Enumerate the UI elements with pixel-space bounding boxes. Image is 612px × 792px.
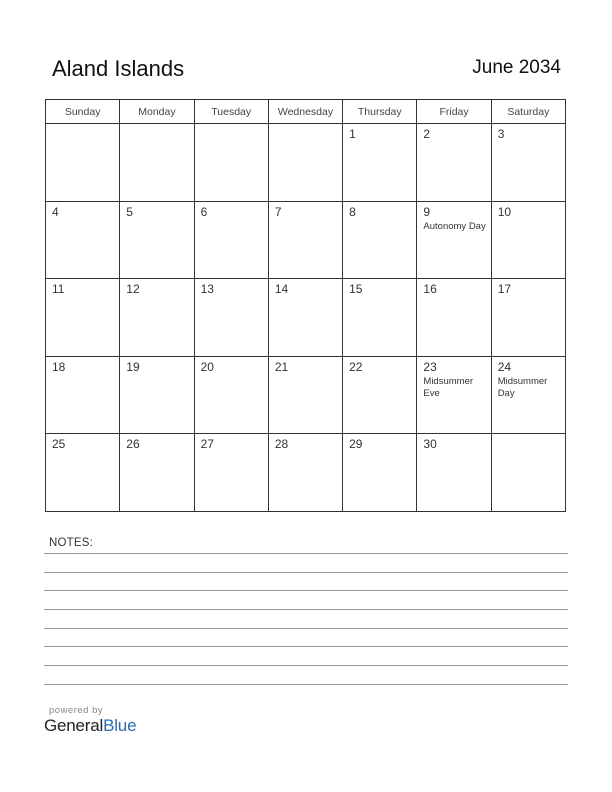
day-cell	[194, 356, 268, 434]
day-cell	[491, 124, 565, 202]
note-line	[44, 572, 568, 573]
day-number: 7	[274, 204, 282, 219]
day-cell	[417, 356, 491, 434]
week-row	[46, 279, 566, 357]
day-number: 6	[200, 204, 208, 219]
day-number: 28	[274, 437, 289, 452]
note-line	[44, 684, 568, 685]
day-number: 18	[52, 359, 66, 374]
day-cell	[120, 201, 194, 279]
day-number: 14	[274, 282, 289, 297]
day-number: 23	[423, 359, 437, 374]
day-number: 25	[52, 437, 66, 452]
day-number: 24	[497, 359, 512, 374]
note-line	[44, 553, 568, 554]
day-number: 4	[52, 204, 59, 219]
day-cell	[46, 356, 120, 434]
day-cell	[268, 434, 342, 512]
day-cell	[343, 356, 417, 434]
day-cell	[268, 124, 342, 202]
day-number: 22	[349, 359, 363, 374]
day-cell	[194, 201, 268, 279]
note-line	[44, 646, 568, 647]
note-line	[44, 590, 568, 591]
weekday-header: Wednesday	[268, 100, 342, 124]
day-cell	[268, 201, 342, 279]
day-cell	[268, 356, 342, 434]
weekday-header: Friday	[417, 100, 491, 124]
day-number: 19	[126, 359, 140, 374]
day-cell	[343, 279, 417, 357]
day-cell	[491, 279, 565, 357]
day-cell	[46, 434, 120, 512]
day-number: 29	[349, 437, 363, 452]
day-cell	[194, 434, 268, 512]
day-cell	[268, 279, 342, 357]
holiday-label: Midsummer Day	[497, 375, 548, 399]
logo-text-blue: Blue	[103, 716, 137, 735]
calendar-month-title: June 2034	[472, 57, 561, 78]
day-cell	[491, 356, 565, 434]
day-number: 21	[274, 359, 289, 374]
day-cell	[120, 356, 194, 434]
note-line	[44, 628, 568, 629]
day-number: 3	[497, 127, 505, 141]
week-row	[46, 356, 566, 434]
weekday-header: Thursday	[343, 100, 417, 124]
generalblue-logo	[44, 716, 136, 736]
day-number: 8	[349, 204, 356, 219]
day-cell	[343, 434, 417, 512]
day-number: 12	[126, 282, 140, 297]
day-number: 2	[423, 127, 431, 141]
week-row	[46, 124, 566, 202]
day-number: 9	[423, 204, 431, 219]
day-cell	[120, 279, 194, 357]
day-number: 5	[126, 204, 133, 219]
day-number: 10	[497, 204, 512, 219]
day-number: 17	[497, 282, 512, 297]
day-cell	[417, 279, 491, 357]
day-cell	[417, 201, 491, 279]
note-line	[44, 665, 568, 666]
weekday-header-row	[46, 100, 566, 124]
week-row	[46, 434, 566, 512]
day-number: 13	[200, 282, 214, 297]
day-number: 11	[52, 282, 65, 297]
day-cell	[343, 124, 417, 202]
powered-by-text: powered by	[49, 705, 104, 716]
holiday-label: Autonomy Day	[423, 220, 486, 232]
day-cell	[46, 124, 120, 202]
day-cell	[417, 434, 491, 512]
day-cell	[417, 124, 491, 202]
note-line	[44, 609, 568, 610]
weekday-header: Monday	[120, 100, 194, 124]
day-cell	[46, 201, 120, 279]
day-number: 16	[423, 282, 437, 297]
day-cell	[491, 201, 565, 279]
weekday-header: Tuesday	[194, 100, 268, 124]
calendar-country-title: Aland Islands	[52, 56, 185, 81]
day-cell	[120, 124, 194, 202]
weekday-header: Sunday	[46, 100, 120, 124]
day-number: 30	[423, 437, 437, 452]
day-cell	[120, 434, 194, 512]
day-number: 26	[126, 437, 140, 452]
holiday-label: Midsummer Eve	[423, 375, 474, 399]
notes-label: NOTES:	[49, 537, 94, 549]
day-cell	[343, 201, 417, 279]
day-cell	[194, 124, 268, 202]
day-number: 1	[349, 127, 356, 141]
day-number: 20	[200, 359, 214, 374]
day-cell	[46, 279, 120, 357]
day-cell	[194, 279, 268, 357]
day-cell	[491, 434, 565, 512]
week-row	[46, 201, 566, 279]
calendar-grid	[45, 99, 566, 512]
weekday-header: Saturday	[491, 100, 565, 124]
day-number: 15	[349, 282, 363, 297]
calendar-body	[46, 124, 566, 512]
day-number: 27	[200, 437, 214, 452]
logo-text-general: General	[44, 716, 104, 735]
